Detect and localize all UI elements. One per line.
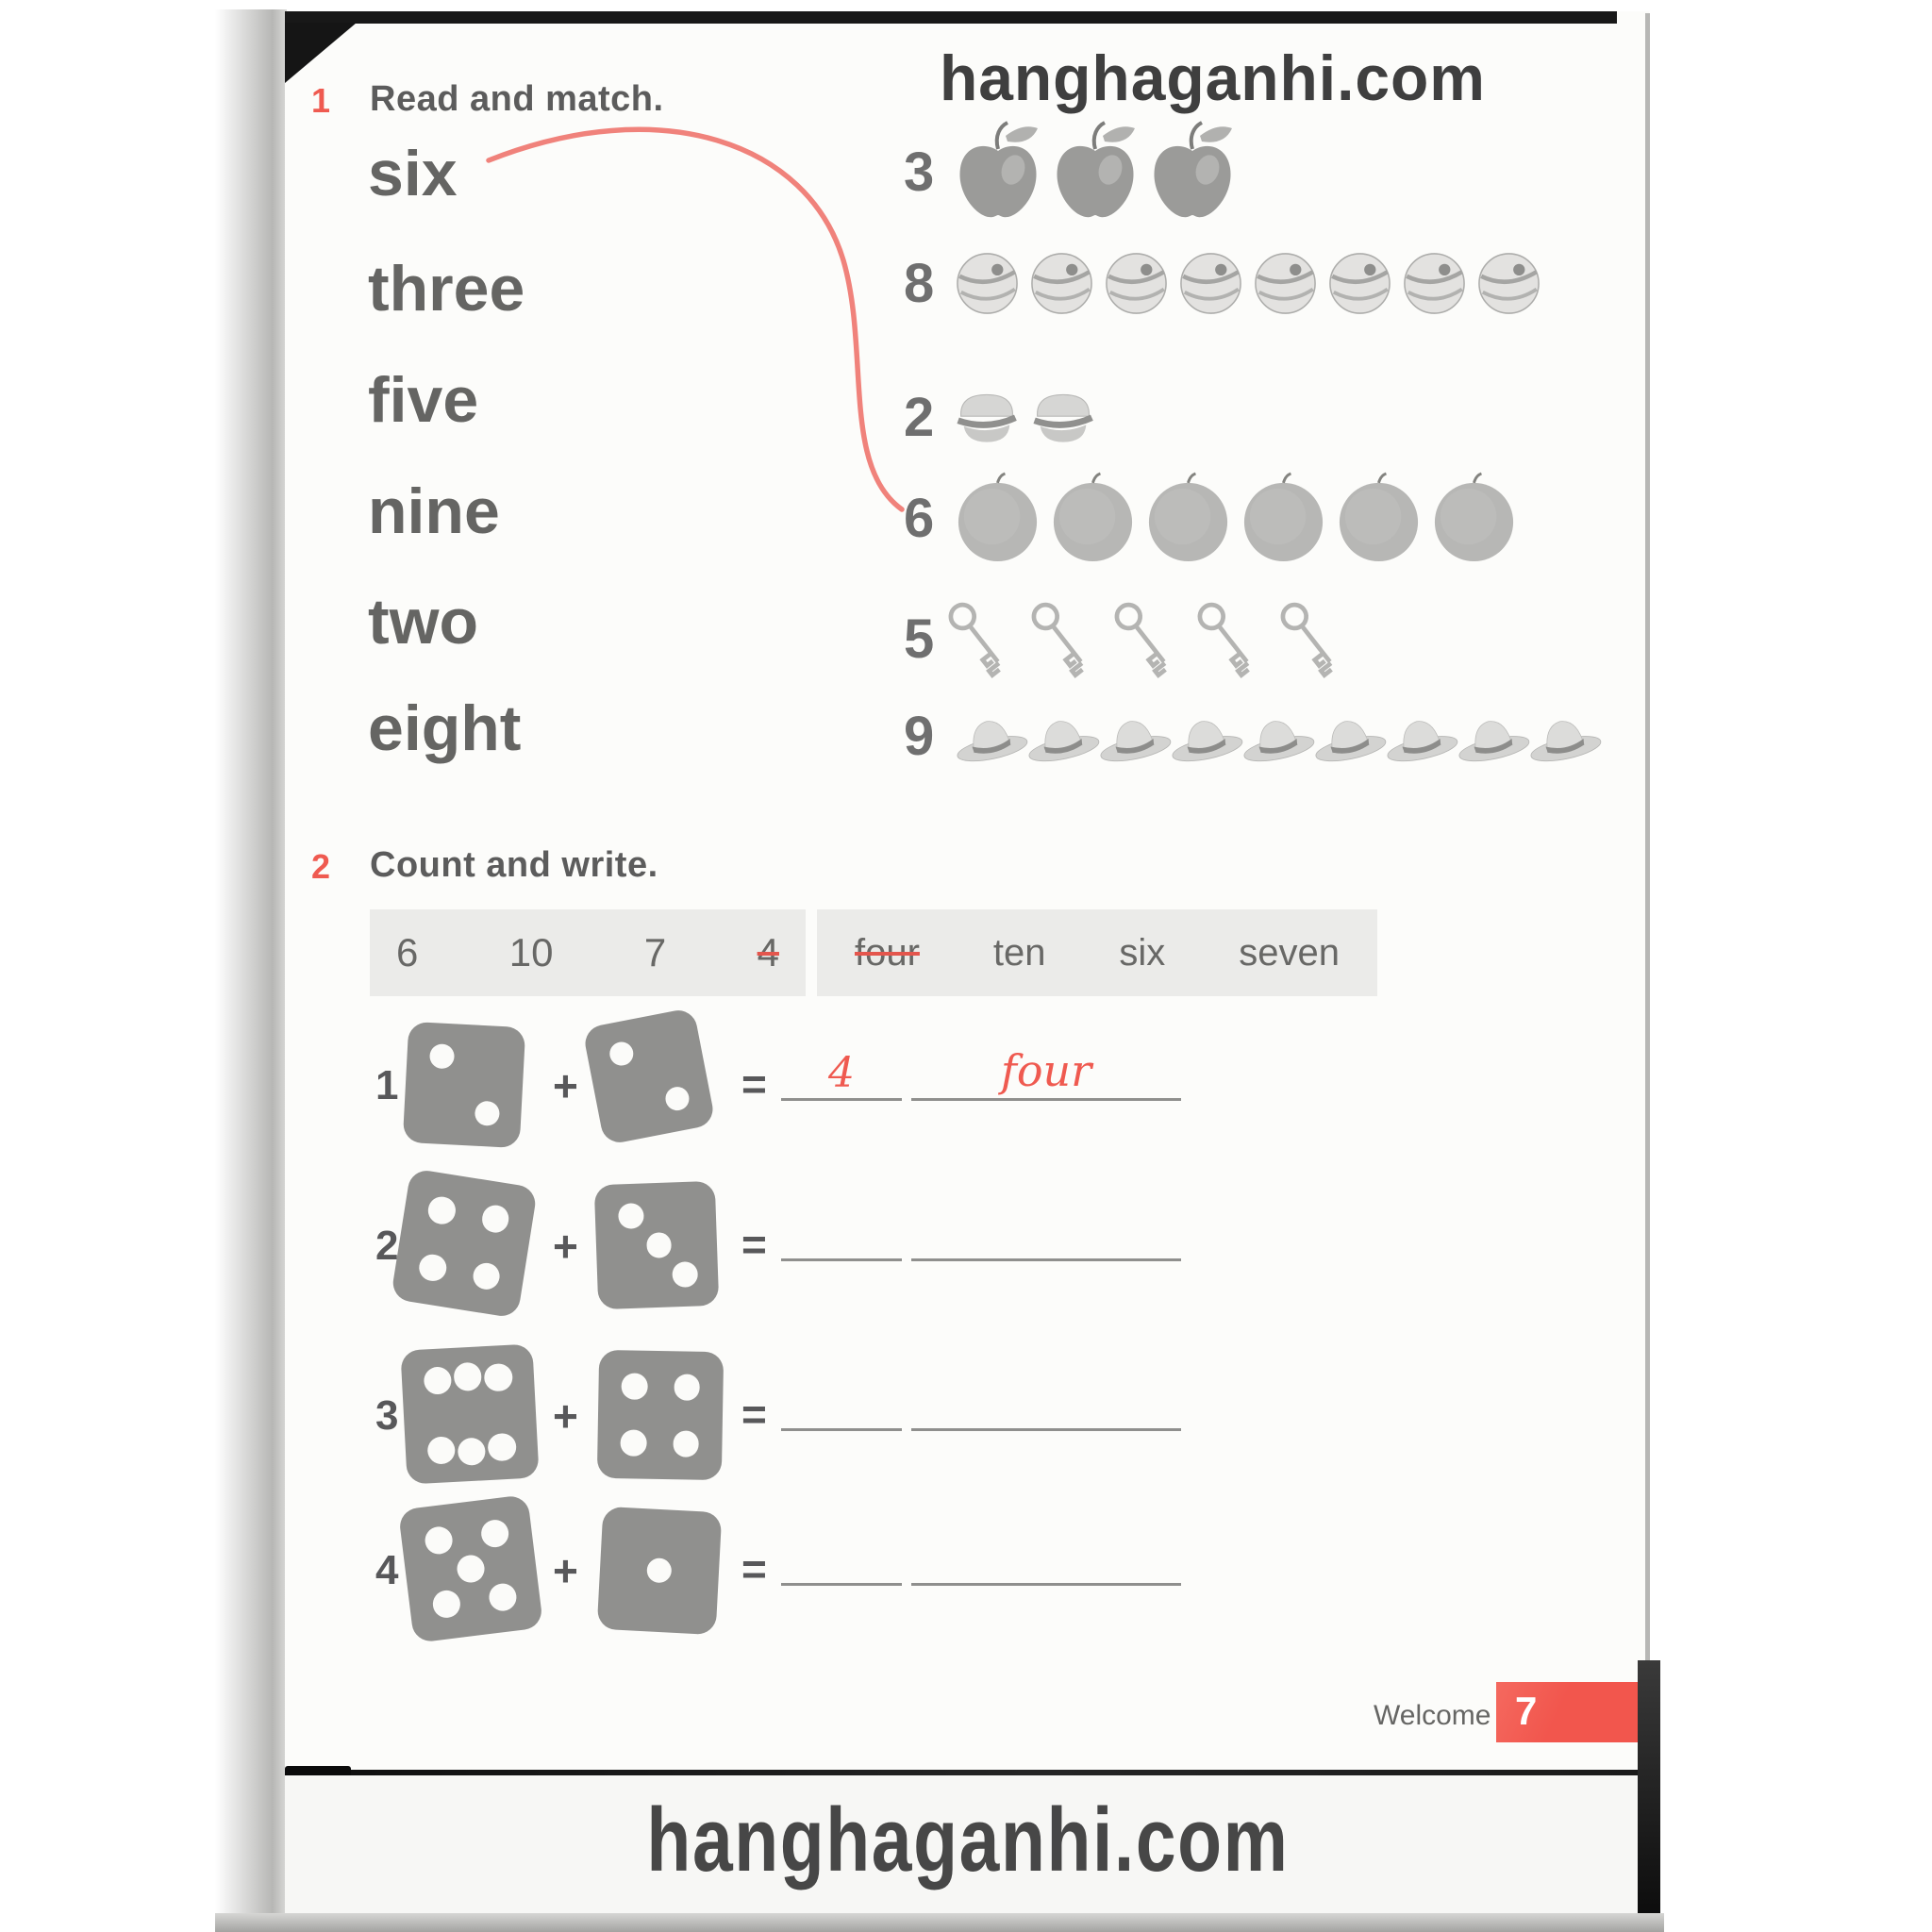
- row-items: [951, 707, 1596, 765]
- orange-icon: [951, 472, 1044, 565]
- exercise2-title: Count and write.: [370, 845, 658, 885]
- answer-line-word: [911, 1258, 1181, 1261]
- key-icon: [929, 586, 1030, 692]
- die-pip: [608, 1040, 636, 1068]
- die-pip: [426, 1436, 456, 1465]
- die-pip: [426, 1195, 458, 1226]
- watermark-top: hanghaganhi.com: [940, 42, 1486, 114]
- die: [403, 1022, 526, 1148]
- word-bank-words: [817, 909, 1377, 996]
- object-row: [904, 703, 1596, 769]
- scan-top-edge: [285, 11, 1617, 24]
- die: [597, 1507, 723, 1635]
- ball-icon: [1473, 247, 1545, 320]
- answer-line-number: [781, 1428, 902, 1431]
- answer-line-word: [911, 1583, 1181, 1586]
- match-word: nine: [368, 475, 500, 547]
- match-word: five: [368, 364, 479, 436]
- hat-icon: [1447, 699, 1535, 773]
- dice-problem: [285, 1017, 1379, 1168]
- die-pip: [488, 1433, 517, 1462]
- apple-icon: [1145, 121, 1240, 225]
- answer-line-number: [781, 1258, 902, 1261]
- orange-icon: [1427, 472, 1521, 565]
- die: [594, 1181, 720, 1309]
- match-word: six: [368, 138, 458, 209]
- match-word: eight: [368, 692, 522, 764]
- handwritten-answer-number: 4: [828, 1049, 855, 1097]
- row-items: [951, 594, 1366, 684]
- row-items: [951, 247, 1547, 320]
- die-pip: [453, 1362, 482, 1391]
- watermark-bottom: hanghaganhi.com: [646, 1790, 1290, 1890]
- object-row: [904, 375, 1104, 458]
- die: [582, 1008, 716, 1146]
- row-number: 2: [904, 386, 935, 448]
- object-row: [904, 594, 1366, 684]
- row-number: 6: [904, 487, 935, 549]
- ball-icon: [1174, 247, 1247, 320]
- hat-icon: [1089, 699, 1176, 773]
- ball-icon: [1324, 247, 1396, 320]
- bank-word: seven: [1239, 931, 1340, 974]
- die-pip: [418, 1253, 449, 1284]
- equals-sign: =: [741, 1390, 767, 1439]
- scan-right-edge: [1645, 13, 1650, 1662]
- plus-sign: +: [553, 1546, 578, 1595]
- bank-word: four: [855, 931, 920, 974]
- ball-icon: [1249, 247, 1322, 320]
- die-pip: [488, 1582, 518, 1612]
- die-pip: [456, 1554, 486, 1584]
- match-word: three: [368, 253, 525, 325]
- answer-line-number: [781, 1098, 902, 1101]
- die-pip: [429, 1043, 455, 1069]
- key-icon: [1012, 586, 1113, 692]
- hat-icon: [945, 699, 1033, 773]
- hat-icon: [1519, 699, 1607, 773]
- hat-icon: [1232, 699, 1320, 773]
- plus-sign: +: [553, 1061, 578, 1110]
- problem-label: 3: [375, 1392, 399, 1439]
- page-number-box: [1496, 1682, 1638, 1742]
- page-number: 7: [1515, 1689, 1538, 1733]
- die: [391, 1168, 538, 1319]
- die-pip: [424, 1525, 454, 1556]
- plus-sign: +: [553, 1222, 578, 1271]
- die-pip: [475, 1101, 500, 1126]
- scan-left-shadow: [215, 9, 287, 1917]
- object-row: [904, 118, 1242, 226]
- key-icon: [1261, 586, 1362, 692]
- equals-sign: =: [741, 1220, 767, 1269]
- scan-bottom-band: [215, 1913, 1664, 1932]
- apple-icon: [951, 121, 1045, 225]
- scan-right-edge-dark: [1638, 1660, 1660, 1919]
- die-pip: [646, 1557, 673, 1584]
- burger-icon: [951, 384, 1023, 450]
- die-pip: [423, 1366, 452, 1395]
- word-bank-numbers: [370, 909, 806, 996]
- ball-icon: [951, 247, 1024, 320]
- bank-number: 4: [757, 930, 779, 974]
- dice-problem: [285, 1502, 1379, 1653]
- die-pip: [646, 1232, 673, 1258]
- die-pip: [471, 1261, 502, 1292]
- die-pip: [480, 1204, 511, 1235]
- handwritten-answer-word: four: [1000, 1045, 1092, 1096]
- key-icon: [1095, 586, 1196, 692]
- dice-problem: [285, 1347, 1379, 1498]
- problem-label: 2: [375, 1223, 399, 1269]
- object-row: [904, 470, 1523, 566]
- bank-number: 10: [508, 930, 554, 974]
- exercise1-title: Read and match.: [370, 79, 664, 119]
- row-number: 3: [904, 142, 935, 203]
- row-items: [951, 384, 1104, 450]
- die-pip: [673, 1261, 699, 1288]
- object-row: [904, 236, 1547, 330]
- equals-sign: =: [741, 1544, 767, 1593]
- ball-icon: [1398, 247, 1471, 320]
- ball-icon: [1025, 247, 1098, 320]
- die-pip: [663, 1085, 691, 1113]
- row-items: [951, 472, 1523, 565]
- die-pip: [622, 1373, 648, 1399]
- orange-icon: [1237, 472, 1330, 565]
- die: [398, 1494, 543, 1643]
- orange-icon: [1141, 472, 1235, 565]
- die-pip: [458, 1437, 487, 1466]
- exercise2-number: 2: [311, 847, 331, 886]
- scan-corner-fold: [285, 23, 357, 83]
- die-pip: [618, 1203, 644, 1229]
- die-pip: [480, 1518, 510, 1548]
- footer-section-label: Welcome: [1374, 1700, 1491, 1731]
- die-pip: [431, 1589, 461, 1619]
- scan-below-page: [285, 1775, 1651, 1913]
- bank-number: 7: [643, 930, 667, 974]
- apple-icon: [1048, 121, 1142, 225]
- bank-number: 6: [396, 930, 419, 974]
- row-items: [951, 121, 1242, 225]
- ball-icon: [1100, 247, 1173, 320]
- bank-word: ten: [992, 931, 1046, 974]
- dice-problem: [285, 1177, 1379, 1328]
- hat-icon: [1375, 699, 1463, 773]
- die-pip: [673, 1430, 699, 1457]
- bank-word: six: [1119, 931, 1166, 974]
- orange-icon: [1332, 472, 1425, 565]
- answer-line-number: [781, 1583, 902, 1586]
- problem-label: 4: [375, 1547, 399, 1593]
- exercise1-number: 1: [311, 81, 331, 120]
- problem-label: 1: [375, 1062, 399, 1108]
- row-number: 5: [904, 608, 935, 670]
- answer-line-word: [911, 1428, 1181, 1431]
- die-pip: [674, 1374, 700, 1400]
- row-number: 8: [904, 252, 935, 314]
- die-pip: [484, 1363, 513, 1392]
- key-icon: [1178, 586, 1279, 692]
- answer-line-word: [911, 1098, 1181, 1101]
- row-number: 9: [904, 705, 935, 767]
- hat-icon: [1017, 699, 1105, 773]
- hat-icon: [1160, 699, 1248, 773]
- plus-sign: +: [553, 1391, 578, 1441]
- die-pip: [621, 1429, 647, 1456]
- equals-sign: =: [741, 1059, 767, 1108]
- orange-icon: [1046, 472, 1140, 565]
- die: [597, 1350, 724, 1480]
- die: [400, 1343, 539, 1484]
- hat-icon: [1304, 699, 1391, 773]
- match-word: two: [368, 586, 479, 658]
- burger-icon: [1027, 384, 1099, 450]
